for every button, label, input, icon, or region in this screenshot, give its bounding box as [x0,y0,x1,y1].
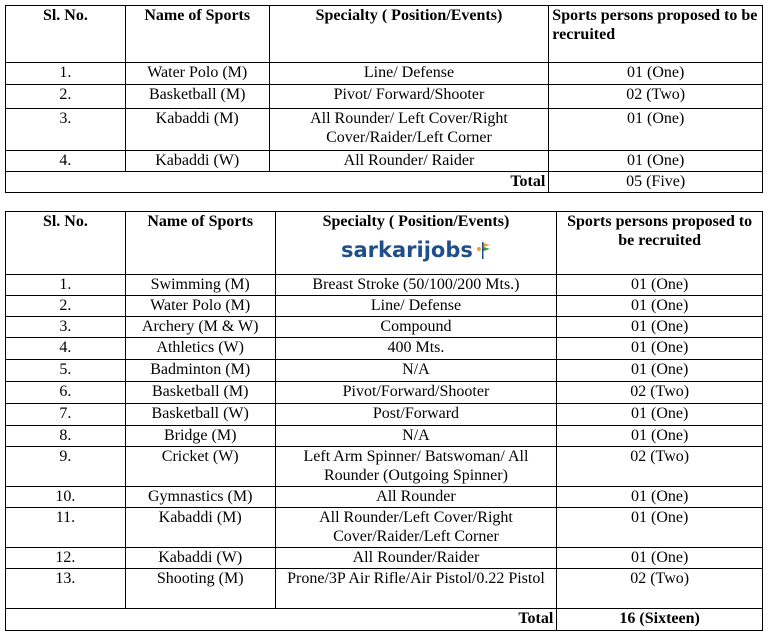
cell-persons-count: 01 (One) [557,487,763,508]
table-row [6,548,763,569]
cell-specialty: Pivot/ Forward/Shooter [269,85,549,109]
header-specialty: Specialty ( Position/Events) [322,213,510,230]
cell-sport-name: Swimming (M) [125,275,275,296]
watermark-text-sarkari: sarkari [341,238,424,262]
cell-persons-count: 01 (One) [557,296,763,317]
total-value: 16 (Sixteen) [557,609,763,631]
cell-persons-count: 02 (Two) [557,382,763,404]
cell-sl-no: 5. [6,360,126,382]
cell-specialty: All Rounder/ Raider [269,151,549,172]
cell-specialty: Post/Forward [275,404,557,426]
cell-specialty: Line/ Defense [275,296,557,317]
sports-recruitment-table-1 [5,5,763,193]
total-label: Total [269,172,549,193]
cell-specialty: All Rounder [275,487,557,508]
table-row [6,338,763,360]
total-spacer [125,172,269,193]
cell-sport-name: Water Polo (M) [125,296,275,317]
cell-persons-count: 01 (One) [549,63,763,85]
header-sport-name: Name of Sports [125,212,275,275]
cell-specialty: Prone/3P Air Rifle/Air Pistol/0.22 Pistol [275,569,557,609]
cell-specialty: Pivot/Forward/Shooter [275,382,557,404]
cell-persons-count: 01 (One) [557,317,763,338]
header-sport-name: Name of Sports [125,6,269,63]
total-spacer [125,609,275,631]
cell-sl-no: 1. [6,63,126,85]
watermark-text-jobs: jobs [423,238,473,262]
sports-recruitment-table-2 [5,211,763,631]
cell-sport-name: Kabaddi (M) [125,109,269,151]
cell-sport-name: Kabaddi (W) [125,151,269,172]
table-row [6,382,763,404]
cell-specialty: Breast Stroke (50/100/200 Mts.) [275,275,557,296]
cell-persons-count: 01 (One) [549,109,763,151]
cell-sl-no: 10. [6,487,126,508]
cell-sl-no: 2. [6,296,126,317]
table-row [6,360,763,382]
total-spacer [6,609,126,631]
cell-sl-no: 8. [6,426,126,447]
header-specialty: Specialty ( Position/Events) [269,6,549,63]
cell-persons-count: 01 (One) [557,275,763,296]
cell-sl-no: 12. [6,548,126,569]
header-sl-no: Sl. No. [6,212,126,275]
cell-specialty: Compound [275,317,557,338]
table-row [6,63,763,85]
cell-sport-name: Basketball (W) [125,404,275,426]
table-row [6,275,763,296]
table-row [6,151,763,172]
cell-sl-no: 4. [6,338,126,360]
table-row [6,317,763,338]
cell-specialty: 400 Mts. [275,338,557,360]
cell-specialty: N/A [275,426,557,447]
cell-persons-count: 02 (Two) [557,447,763,487]
cell-sl-no: 2. [6,85,126,109]
cell-persons-count: 02 (Two) [557,569,763,609]
cell-persons-count: 01 (One) [557,338,763,360]
table-total-row [6,609,763,631]
header-sl-no: Sl. No. [6,6,126,63]
cell-sl-no: 4. [6,151,126,172]
table-row [6,404,763,426]
cell-sport-name: Cricket (W) [125,447,275,487]
cell-sport-name: Kabaddi (W) [125,548,275,569]
cell-sl-no: 1. [6,275,126,296]
cell-sl-no: 3. [6,109,126,151]
header-persons-proposed: Sports persons proposed to be recruited [557,212,763,275]
table-header-row [6,6,763,63]
table-row [6,426,763,447]
cell-specialty: All Rounder/Left Cover/Right Cover/Raider/Left Corner [275,508,557,548]
sarkarijobs-watermark [279,238,554,262]
cell-sport-name: Basketball (M) [125,85,269,109]
cell-persons-count: 01 (One) [557,508,763,548]
cell-sl-no: 13. [6,569,126,609]
cell-sport-name: Kabaddi (M) [125,508,275,548]
cell-sport-name: Bridge (M) [125,426,275,447]
table-row [6,487,763,508]
cell-persons-count: 01 (One) [549,151,763,172]
total-label: Total [275,609,557,631]
table-row [6,109,763,151]
cell-sl-no: 9. [6,447,126,487]
cell-sport-name: Athletics (W) [125,338,275,360]
cell-specialty: N/A [275,360,557,382]
cell-sport-name: Badminton (M) [125,360,275,382]
cell-specialty: Left Arm Spinner/ Batswoman/ All Rounder (Outgoing Spinner) [275,447,557,487]
table-total-row [6,172,763,193]
cell-sport-name: Archery (M & W) [125,317,275,338]
header-persons-proposed: Sports persons proposed to be recruited [549,6,763,63]
cell-sl-no: 11. [6,508,126,548]
cell-sport-name: Water Polo (M) [125,63,269,85]
cell-sl-no: 6. [6,382,126,404]
cell-persons-count: 02 (Two) [549,85,763,109]
table-row [6,296,763,317]
header-specialty-cell [275,212,557,275]
table-row [6,508,763,548]
cell-persons-count: 01 (One) [557,548,763,569]
cell-sl-no: 3. [6,317,126,338]
cell-specialty: Line/ Defense [269,63,549,85]
cell-persons-count: 01 (One) [557,360,763,382]
table-row [6,85,763,109]
flag-icon [475,240,491,260]
cell-specialty: All Rounder/Raider [275,548,557,569]
total-value: 05 (Five) [549,172,763,193]
cell-persons-count: 01 (One) [557,404,763,426]
cell-sport-name: Shooting (M) [125,569,275,609]
cell-sl-no: 7. [6,404,126,426]
cell-specialty: All Rounder/ Left Cover/Right Cover/Raider/Left Corner [269,109,549,151]
cell-persons-count: 01 (One) [557,426,763,447]
table-row [6,569,763,609]
cell-sport-name: Gymnastics (M) [125,487,275,508]
cell-sport-name: Basketball (M) [125,382,275,404]
table-header-row [6,212,763,275]
table-row [6,447,763,487]
total-spacer [6,172,126,193]
